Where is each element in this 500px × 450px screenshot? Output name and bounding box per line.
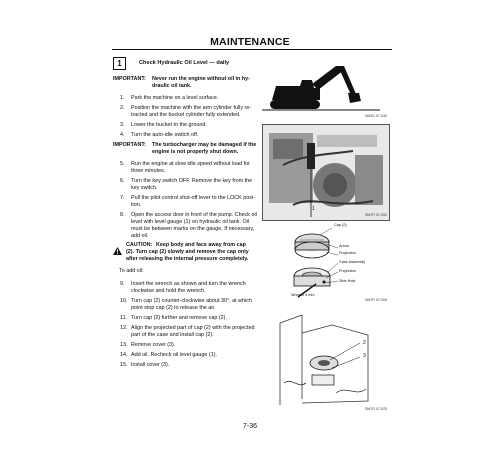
figure-callout: Projection: [339, 251, 356, 255]
step-text: Run the engine at slow idle speed without load for: [131, 161, 250, 167]
step-text: level with level gauge (1) on hydraulic oil tank. Oil: [131, 219, 250, 225]
figure-callout: Wrench 4 mm: [291, 293, 315, 297]
step-number: 11.: [120, 315, 128, 321]
pump-compartment-figure: [262, 124, 390, 221]
step-text: Pull the pilot control shut-off lever to the LOCK posi-: [131, 195, 255, 201]
page-number: 7-36: [242, 423, 257, 430]
page-title: MAINTENANCE: [210, 36, 290, 48]
step-text: clockwise and hold the wrench.: [131, 288, 206, 294]
step-number: 10.: [120, 298, 128, 304]
figure-caption: SM7P-07-005: [365, 298, 388, 302]
step-text: part of the case and install cap (2).: [131, 332, 214, 338]
step-text: Turn cap (2) further and remove cap (2).: [131, 315, 227, 321]
step-number: 9.: [120, 281, 125, 287]
step-text: tracted and the bucket cylinder fully extended.: [131, 112, 241, 118]
figure-callout: Case Assembly: [339, 260, 366, 264]
caution-text-line: after releasing the internal pressure completely.: [126, 256, 249, 262]
figure-callout: 3: [363, 353, 366, 359]
step-number: 13.: [120, 342, 128, 348]
step-text: Remove cover (3).: [131, 342, 176, 348]
step-number: 1.: [120, 95, 125, 101]
caution-text-line: (2). Turn cap (2) slowly and remove the cap only: [126, 249, 249, 255]
figure-callout: Side Hole: [339, 279, 356, 283]
warning-icon: [113, 242, 122, 260]
excavator-figure: [262, 60, 387, 120]
caution-label: CAUTION:: [126, 242, 153, 248]
step-text: Turn the auto-idle switch off.: [131, 132, 199, 138]
important-label: IMPORTANT:: [113, 142, 146, 148]
subheading-to-add-oil: To add oil:: [119, 268, 144, 274]
step-text: add oil.: [131, 233, 149, 239]
step-text: key switch.: [131, 185, 158, 191]
figure-callout: Projection: [339, 269, 356, 273]
step-text: three minutes.: [131, 168, 166, 174]
important-text-line: The turbocharger may be damaged if the: [152, 142, 257, 148]
step-number: 12.: [120, 325, 128, 331]
important-text-line: engine is not properly shut down.: [152, 149, 239, 155]
caution-text-line: Keep body and face away from cap: [156, 242, 246, 248]
step-number: 8.: [120, 212, 125, 218]
step-number: 4.: [120, 132, 125, 138]
step-number: 6.: [120, 178, 125, 184]
important-text-line: draulic oil tank.: [152, 83, 192, 89]
step-text: tion.: [131, 202, 142, 208]
tank-cover-figure: [272, 313, 384, 409]
section-number-box: 1: [113, 57, 126, 70]
figure-callout: 2: [363, 340, 366, 346]
important-text-line: Never run the engine without oil in hy-: [152, 76, 250, 82]
step-text: point stop cap (2) to release the air.: [131, 305, 216, 311]
step-text: Turn the key switch OFF. Remove the key from the: [131, 178, 253, 184]
step-text: Open the access door in front of the pump. Check oil: [131, 212, 257, 218]
figure-callout: Arrow: [339, 244, 349, 248]
step-text: Park the machine on a level surface.: [131, 95, 219, 101]
step-number: 5.: [120, 161, 125, 167]
step-number: 14.: [120, 352, 128, 358]
step-text: Align the projected part of cap (2) with the projected: [131, 325, 255, 331]
figure-caption: SM7P-07-023: [365, 407, 388, 411]
step-number: 15.: [120, 362, 128, 368]
header-divider: [112, 49, 392, 50]
important-label: IMPORTANT:: [113, 76, 146, 82]
figure-caption: SM1K-07-040: [365, 114, 388, 118]
step-text: must be between marks on the gauge. If necessary,: [131, 226, 255, 232]
step-number: 7.: [120, 195, 125, 201]
step-number: 3.: [120, 122, 125, 128]
step-text: Turn cap (2) counter-clockwise about 30°, at which: [131, 298, 252, 304]
section-title: Check Hydraulic Oil Level — daily: [139, 60, 230, 66]
step-text: Insert the wrench as shown and turn the wrench: [131, 281, 246, 287]
step-number: 2.: [120, 105, 125, 111]
step-text: Install cover (3).: [131, 362, 170, 368]
step-text: Lower the bucket to the ground.: [131, 122, 207, 128]
step-text: Position the machine with the arm cylinder fully re-: [131, 105, 252, 111]
step-text: Add oil. Recheck oil level gauge (1).: [131, 352, 217, 358]
figure-callout: 1: [312, 206, 315, 212]
figure-caption: SM7P-07-002: [365, 213, 388, 217]
figure-callout: Cap (2): [334, 223, 347, 227]
